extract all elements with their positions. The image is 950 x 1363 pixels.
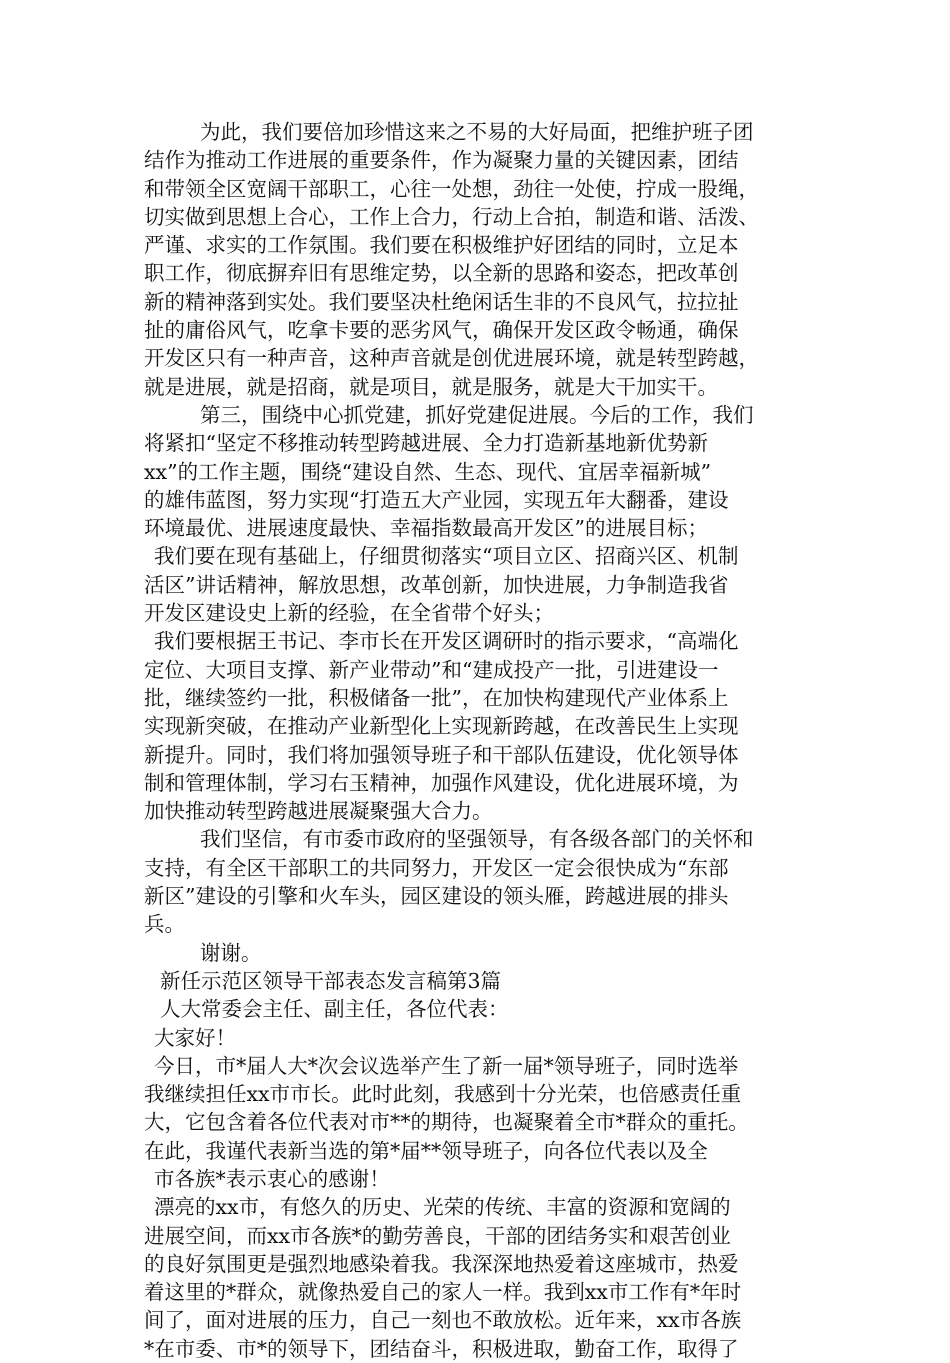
text-line: 兵。 — [144, 912, 185, 937]
text-line: *在市委、市*的领导下，团结奋斗，积极进取，勤奋工作，取得了 — [144, 1336, 739, 1361]
text-line: 新提升。同时，我们将加强领导班子和干部队伍建设，优化领导体 — [144, 742, 739, 767]
text-line: 大，它包含着各位代表对市**的期待，也凝聚着全市*群众的重托。 — [144, 1110, 749, 1135]
text-line: 人大常委会主任、副主任，各位代表： — [160, 997, 509, 1022]
text-line: 进展空间，而xx市各族*的勤劳善良，干部的团结务实和艰苦创业 — [144, 1223, 731, 1248]
text-line: 环境最优、进展速度最快、幸福指数最高开发区”的进展目标； — [144, 516, 708, 541]
text-line: 在此，我谨代表新当选的第*届**领导班子，向各位代表以及全 — [144, 1138, 708, 1163]
text-line: 结作为推动工作进展的重要条件，作为凝聚力量的关键因素，团结 — [144, 148, 739, 173]
text-line: 市各族*表示衷心的感谢！ — [154, 1166, 390, 1191]
text-line: 的良好氛围更是强烈地感染着我。我深深地热爱着这座城市，热爱 — [144, 1251, 739, 1276]
text-line: 大家好！ — [154, 1025, 236, 1050]
text-line: 谢谢。 — [200, 940, 262, 965]
text-line: 我们坚信，有市委市政府的坚强领导，有各级各部门的关怀和 — [200, 827, 754, 852]
document-page — [144, 118, 810, 1363]
text-line: 第三，围绕中心抓党建，抓好党建促进展。今后的工作，我们 — [200, 402, 754, 427]
text-line: 职工作，彻底摒弃旧有思维定势，以全新的思路和姿态，把改革创 — [144, 261, 739, 286]
text-line: 我们要根据王书记、李市长在开发区调研时的指示要求，“高端化 — [154, 629, 739, 654]
text-line: 我继续担任xx市市长。此时此刻，我感到十分光荣，也倍感责任重 — [144, 1082, 742, 1107]
text-line: 的雄伟蓝图，努力实现“打造五大产业园，实现五年大翻番，建设 — [144, 487, 729, 512]
text-line: 活区”讲话精神，解放思想，改革创新，加快进展，力争制造我省 — [144, 572, 729, 597]
text-line: 我们要在现有基础上，仔细贯彻落实“项目立区、招商兴区、机制 — [154, 544, 739, 569]
text-line: 今日，市*届人大*次会议选举产生了新一届*领导班子，同时选举 — [154, 1053, 739, 1078]
text-line: 将紧扣“坚定不移推动转型跨越进展、全力打造新基地新优势新 — [144, 431, 708, 456]
text-line: 就是进展，就是招商，就是项目，就是服务，就是大干加实干。 — [144, 374, 718, 399]
text-line: 和带领全区宽阔干部职工，心往一处想，劲往一处使，拧成一股绳， — [144, 176, 759, 201]
text-line: 间了，面对进展的压力，自己一刻也不敢放松。近年来，xx市各族 — [144, 1308, 742, 1333]
text-line: 严谨、求实的工作氛围。我们要在积极维护好团结的同时，立足本 — [144, 233, 739, 258]
text-line: 切实做到思想上合心，工作上合力，行动上合拍，制造和谐、活泼、 — [144, 204, 759, 229]
text-line: 开发区建设史上新的经验，在全省带个好头； — [144, 601, 554, 626]
text-line: 批，继续签约一批，积极储备一批”，在加快构建现代产业体系上 — [144, 685, 729, 710]
text-line: 漂亮的xx市，有悠久的历史、光荣的传统、丰富的资源和宽阔的 — [154, 1195, 731, 1220]
text-line: 制和管理体制，学习右玉精神，加强作风建设，优化进展环境，为 — [144, 770, 739, 795]
text-line: 新的精神落到实处。我们要坚决杜绝闲话生非的不良风气，拉拉扯 — [144, 289, 739, 314]
text-line: 定位、大项目支撑、新产业带动”和“建成投产一批，引进建设一 — [144, 657, 719, 682]
text-line: 新任示范区领导干部表态发言稿第3篇 — [160, 968, 502, 993]
text-line: 新区”建设的引擎和火车头，园区建设的领头雁，跨越进展的排头 — [144, 884, 729, 909]
text-line: 着这里的*群众，就像热爱自己的家人一样。我到xx市工作有*年时 — [144, 1280, 742, 1305]
text-line: 扯的庸俗风气，吃拿卡要的恶劣风气，确保开发区政令畅通，确保 — [144, 318, 739, 343]
text-line: 实现新突破，在推动产业新型化上实现新跨越，在改善民生上实现 — [144, 714, 739, 739]
text-line: 为此，我们要倍加珍惜这来之不易的大好局面，把维护班子团 — [200, 120, 754, 144]
text-line: 加快推动转型跨越进展凝聚强大合力。 — [144, 799, 493, 824]
text-line: 支持，有全区干部职工的共同努力，开发区一定会很快成为“东部 — [144, 855, 729, 880]
text-line: xx”的工作主题，围绕“建设自然、生态、现代、宜居幸福新城” — [144, 459, 712, 484]
text-line: 开发区只有一种声音，这种声音就是创优进展环境，就是转型跨越， — [144, 346, 759, 371]
